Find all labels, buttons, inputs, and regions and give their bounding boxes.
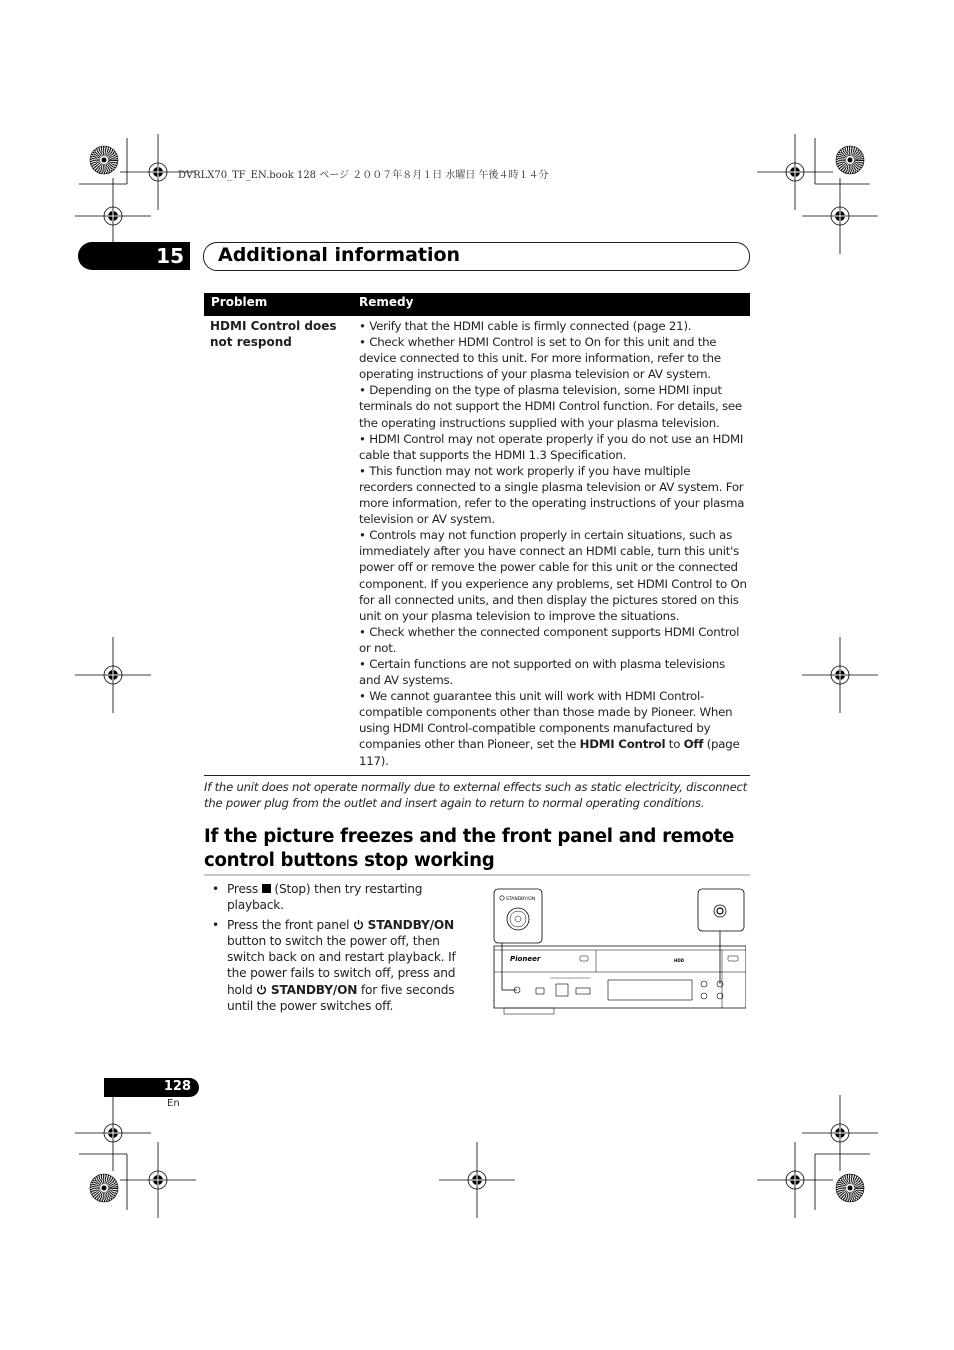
power-icon <box>353 919 364 930</box>
setting-name: HDMI Control <box>579 737 666 752</box>
chapter-tab <box>78 242 190 270</box>
remedy-item: • Depending on the type of plasma television, some HDMI input terminals do not support the HDMI Control function. For details, see the operating instructions supplied with your plasma television. <box>359 383 742 430</box>
remedy-item: • HDMI Control may not operate properly if you do not use an HDMI cable that supports the HDMI 1.3 Specification. <box>359 431 744 462</box>
list-item: • Press (Stop) then try restarting playback. <box>212 882 423 913</box>
note-text: If the unit does not operate normally due to external effects such as static electricity, disconnect the power plug from the outlet and insert again to return to normal operating conditions. <box>204 780 748 810</box>
page-number: 128 <box>163 1079 191 1094</box>
table-header <box>204 293 750 316</box>
page-number-tab <box>104 1078 199 1097</box>
remedy-cell <box>359 318 747 769</box>
table-bottom-rule <box>204 775 750 776</box>
device-label: STANDBY/ON <box>506 897 536 902</box>
section-rule <box>204 874 750 876</box>
column-header-remedy: Remedy <box>359 295 414 309</box>
instruction-list <box>212 881 472 1018</box>
chapter-title-box <box>203 242 750 271</box>
remedy-item: • Check whether the connected component supports HDMI Control or not. <box>359 624 740 655</box>
print-header: DVRLX70_TF_EN.book 128 ページ ２００７年８月１日 水曜日 午後４時１４分 <box>178 170 549 181</box>
power-icon <box>256 984 267 995</box>
stop-icon <box>262 884 271 893</box>
setting-value: Off <box>683 737 704 752</box>
column-header-problem: Problem <box>211 295 268 309</box>
recorder-front-panel-illustration <box>490 884 746 1022</box>
list-item: • Press the front panel STANDBY/ON button to switch the power off, then switch back on and restart playback. If the power fails to switch off, press and hold STANDBY/ON for five seconds until the power switches off. <box>212 918 456 1013</box>
remedy-item: • Verify that the HDMI cable is firmly connected (page 21). <box>359 319 692 333</box>
remedy-item: • This function may not work properly if you have multiple recorders connected to a single plasma television or AV system. For more information, refer to the operating instructions of your plasma television or AV system. <box>359 463 745 527</box>
chapter-number: 15 <box>156 244 184 268</box>
brand-logo: Pioneer <box>510 955 541 963</box>
page-language: En <box>167 1098 180 1109</box>
remedy-item: • Controls may not function properly in certain situations, such as immediately after you have connect an HDMI cable, turn this unit's power off or remove the power cable for this unit or the connected component. If you experience any problems, set HDMI Control to On for all connected units, and then display the pictures stored on this unit on your plasma television to improve the situations. <box>359 528 747 623</box>
chapter-title: Additional information <box>218 244 461 266</box>
remedy-item: • Check whether HDMI Control is set to On for this unit and the device connected to this unit. For more information, refer to the operating instructions of your plasma television or AV system. <box>359 335 721 382</box>
remedy-item: • Certain functions are not supported on with plasma televisions and AV systems. <box>359 656 725 688</box>
hdd-logo: HDD <box>674 958 684 963</box>
section-title: If the picture freezes and the front panel and remote control buttons stop working <box>204 826 735 871</box>
remedy-item: • We cannot guarantee this unit will work with HDMI Control-compatible components other than those made by Pioneer. When using HDMI Control-compatible components manufactured by companies other than Pioneer, set the HDMI Control to Off (page 117). <box>359 689 740 768</box>
problem-cell: HDMI Control does not respond <box>210 319 337 350</box>
